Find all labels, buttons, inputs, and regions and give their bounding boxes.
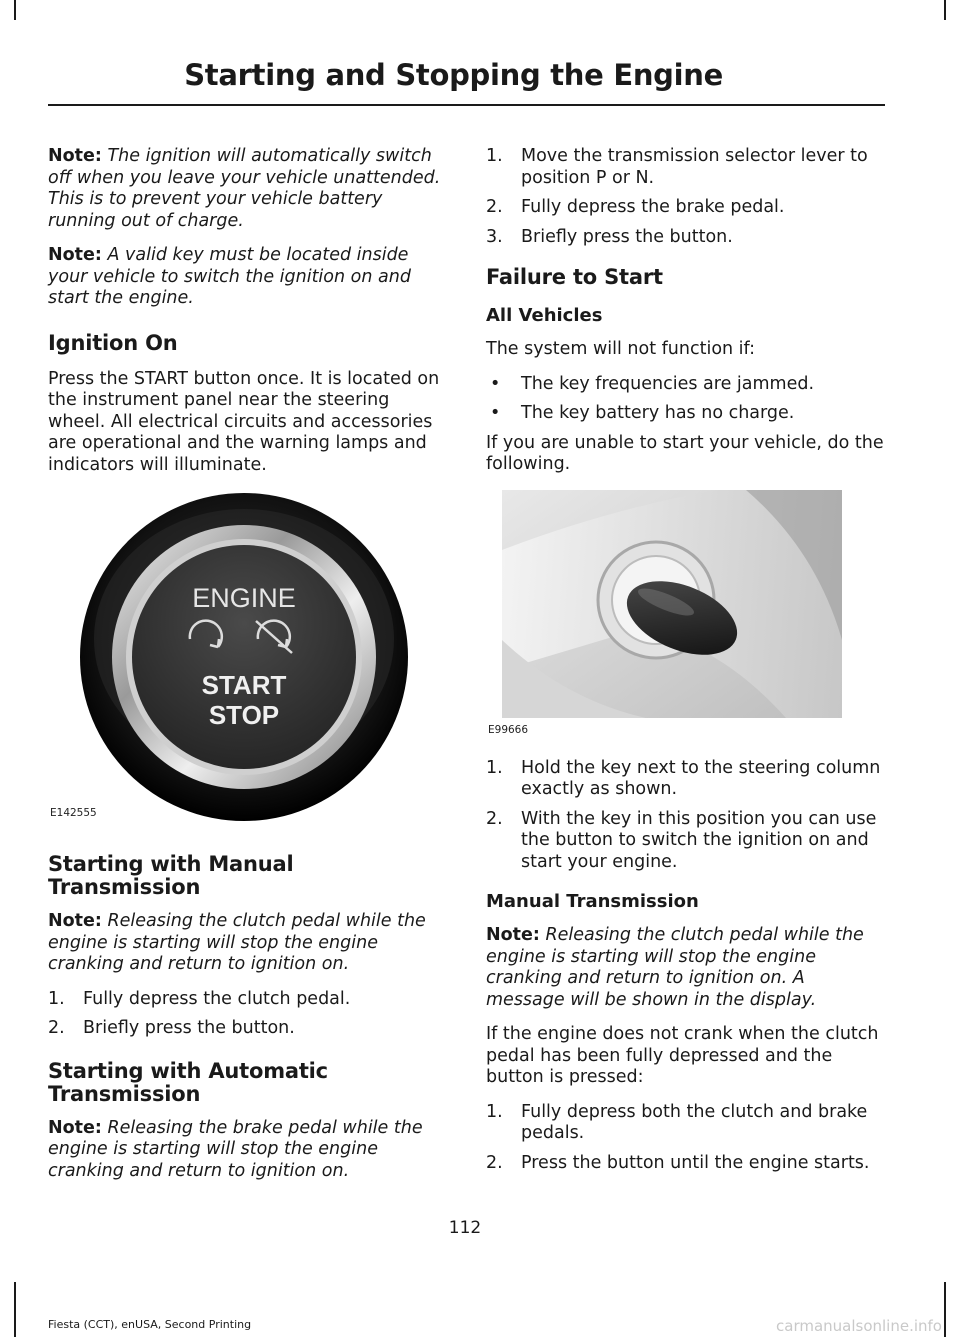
heading-line: Starting with Automatic [48,1058,328,1083]
list-text: Press the button until the engine starts. [521,1152,870,1173]
figure-code: E99666 [488,723,529,736]
list-number: 1. [486,1101,503,1122]
list-text: Briefly press the button. [83,1018,295,1038]
note-text: The ignition will automatically switch off when you leave your vehicle unattended. This is to prevent your vehicle battery running out of charge. [48,146,441,231]
button-start-label: START [201,670,287,700]
list-number: 2. [48,1018,65,1038]
note-label: Note: [486,925,540,945]
figure-code: E142555 [50,807,97,819]
note-brake-release [48,1118,448,1183]
bullet: • [490,403,501,423]
subheading-manual-transmission: Manual Transmission [486,891,699,912]
failure-outro: If you are unable to start your vehicle, do the following. [486,432,884,474]
note-valid-key [48,245,448,310]
note-label: Note: [48,911,102,931]
list-text: Fully depress the brake pedal. [521,197,785,217]
list-item [486,758,884,801]
list-text: With the key in this position you can use the button to switch the ignition on and start your engine. [521,808,877,872]
header-rule [48,104,885,106]
crop-mark-top-left [14,0,16,20]
list-text: The key battery has no charge. [521,403,795,423]
key-backup-position-illustration [486,490,846,736]
list-item [486,403,884,425]
list-item [48,1018,448,1040]
list-number: 2. [486,808,503,829]
bullet: • [490,373,501,394]
note-text: Releasing the clutch pedal while the engine is starting will stop the engine cranking and return to ignition on. A message will be shown in the display. [486,925,864,1010]
list-number: 1. [486,146,503,166]
footer-info: Fiesta (CCT), enUSA, Second Printing [48,1318,252,1331]
note-text: Releasing the clutch pedal while the engine is starting will stop the engine cranking and return to ignition on. [48,911,426,974]
note-label: Note: [48,146,102,166]
figure-start-stop-button [48,489,448,821]
note-auto-switch-off [48,146,448,232]
heading-failure-to-start: Failure to Start [486,265,663,289]
list-item [486,809,884,874]
list-number: 2. [486,1152,503,1173]
crop-mark-top-right [944,0,946,20]
list-number: 3. [486,226,503,247]
right-column [486,146,884,1182]
list-item [48,989,448,1011]
list-item [486,227,884,249]
page-title: Starting and Stopping the Engine [184,58,723,92]
figure-key-at-steering-column [486,490,846,736]
button-stop-label: STOP [208,700,280,730]
heading-ignition-on: Ignition On [48,330,178,355]
manual-no-crank-intro: If the engine does not crank when the clutch pedal has been fully depressed and the button is pressed: [486,1024,879,1087]
list-text: Move the transmission selector lever to position P or N. [521,146,868,188]
note-text: Releasing the brake pedal while the engine is starting will stop the engine cranking and return to ignition on. [48,1117,423,1181]
heading-line: Transmission [48,1081,201,1106]
heading-starting-automatic [48,1060,448,1106]
list-text: The key frequencies are jammed. [521,373,815,394]
note-label: Note: [48,245,102,265]
failure-intro: The system will not function if: [486,339,755,359]
watermark: carmanualsonline.info [776,1317,942,1335]
note-clutch-release-message [486,925,884,1011]
list-text: Briefly press the button. [521,226,733,247]
note-text: A valid key must be located inside your vehicle to switch the ignition on and start the engine. [48,245,411,308]
list-item [486,197,884,219]
heading-line: Starting with Manual [48,852,294,876]
ignition-on-text: Press the START button once. It is located on the instrument panel near the steering wheel. All electrical circuits and accessories are operational and the warning lamps and indicators will illuminate. [48,368,440,475]
list-item [486,1102,884,1145]
button-engine-label: ENGINE [192,583,296,613]
list-number: 2. [486,197,503,217]
list-item [486,146,884,189]
list-number: 1. [48,988,65,1009]
subheading-all-vehicles: All Vehicles [486,305,603,326]
heading-line: Transmission [48,875,201,899]
heading-starting-manual [48,853,448,899]
left-column [48,146,448,1195]
page-number: 112 [448,1218,482,1238]
note-label: Note: [48,1117,102,1138]
note-clutch-release [48,911,448,976]
list-text: Fully depress the clutch pedal. [83,988,351,1009]
list-item [486,374,884,396]
list-text: Fully depress both the clutch and brake pedals. [521,1101,868,1143]
crop-mark-bottom-right [944,1282,946,1337]
crop-mark-bottom-left [14,1282,16,1337]
list-text: Hold the key next to the steering column exactly as shown. [521,757,881,799]
start-stop-button-illustration [48,489,448,821]
list-item [486,1153,884,1175]
list-number: 1. [486,757,503,778]
